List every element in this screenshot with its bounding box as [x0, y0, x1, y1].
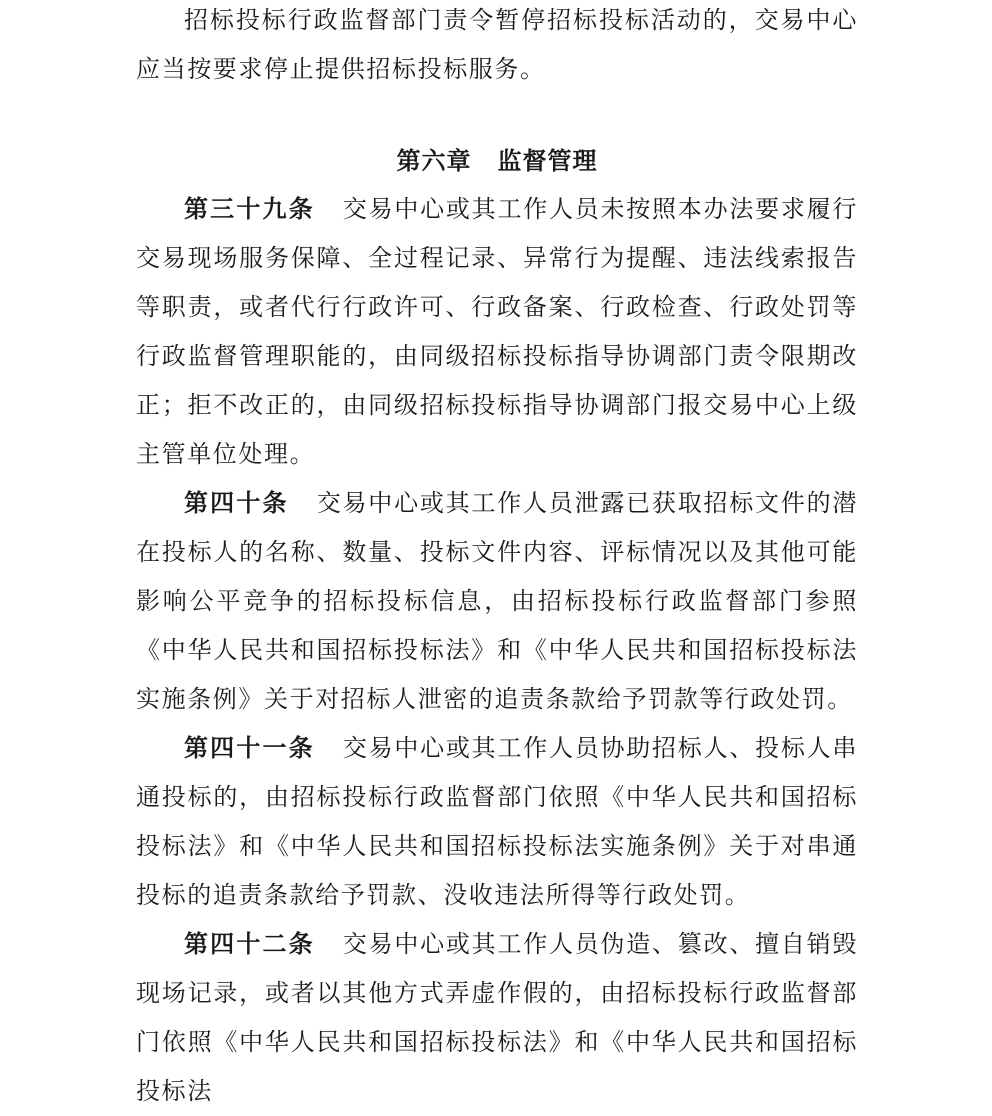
article-41: [136, 724, 858, 920]
article-text: 交易中心或其工作人员泄露已获取招标文件的潜在投标人的名称、数量、投标文件内容、评标情况以及其他可能影响公平竞争的招标投标信息，由招标投标行政监督部门参照《中华人民共和国招标投标法》和《中华人民共和国招标投标法实施条例》关于对招标人泄密的追责条款给予罚款等行政处罚。: [136, 489, 858, 713]
article-40: [136, 479, 858, 724]
document-page: [136, 0, 858, 1116]
article-39: [136, 185, 858, 479]
chapter-title: 监督管理: [497, 146, 598, 175]
article-text: 交易中心或其工作人员未按照本办法要求履行交易现场服务保障、全过程记录、异常行为提醒、违法线索报告等职责，或者代行行政许可、行政备案、行政检查、行政处罚等行政监督管理职能的，由同级招标投标指导协调部门责令限期改正；拒不改正的，由同级招标投标指导协调部门报交易中心上级主管单位处理。: [136, 195, 859, 468]
article-number: 第三十九条: [184, 195, 315, 223]
article-number: 第四十一条: [184, 734, 315, 762]
article-42: [136, 920, 858, 1116]
preceding-paragraph: 招标投标行政监督部门责令暂停招标投标活动的，交易中心应当按要求停止提供招标投标服务。: [136, 6, 858, 83]
article-number: 第四十条: [184, 489, 289, 517]
chapter-heading: [136, 136, 858, 185]
article-text: 交易中心或其工作人员伪造、篡改、擅自销毁现场记录，或者以其他方式弄虚作假的，由招标投标行政监督部门依照《中华人民共和国招标投标法》和《中华人民共和国招标投标法: [136, 930, 859, 1105]
chapter-number: 第六章: [396, 146, 472, 175]
article-number: 第四十二条: [184, 930, 315, 958]
article-text: 交易中心或其工作人员协助招标人、投标人串通投标的，由招标投标行政监督部门依照《中华人民共和国招标投标法》和《中华人民共和国招标投标法实施条例》关于对串通投标的追责条款给予罚款、没收违法所得等行政处罚。: [136, 734, 859, 909]
